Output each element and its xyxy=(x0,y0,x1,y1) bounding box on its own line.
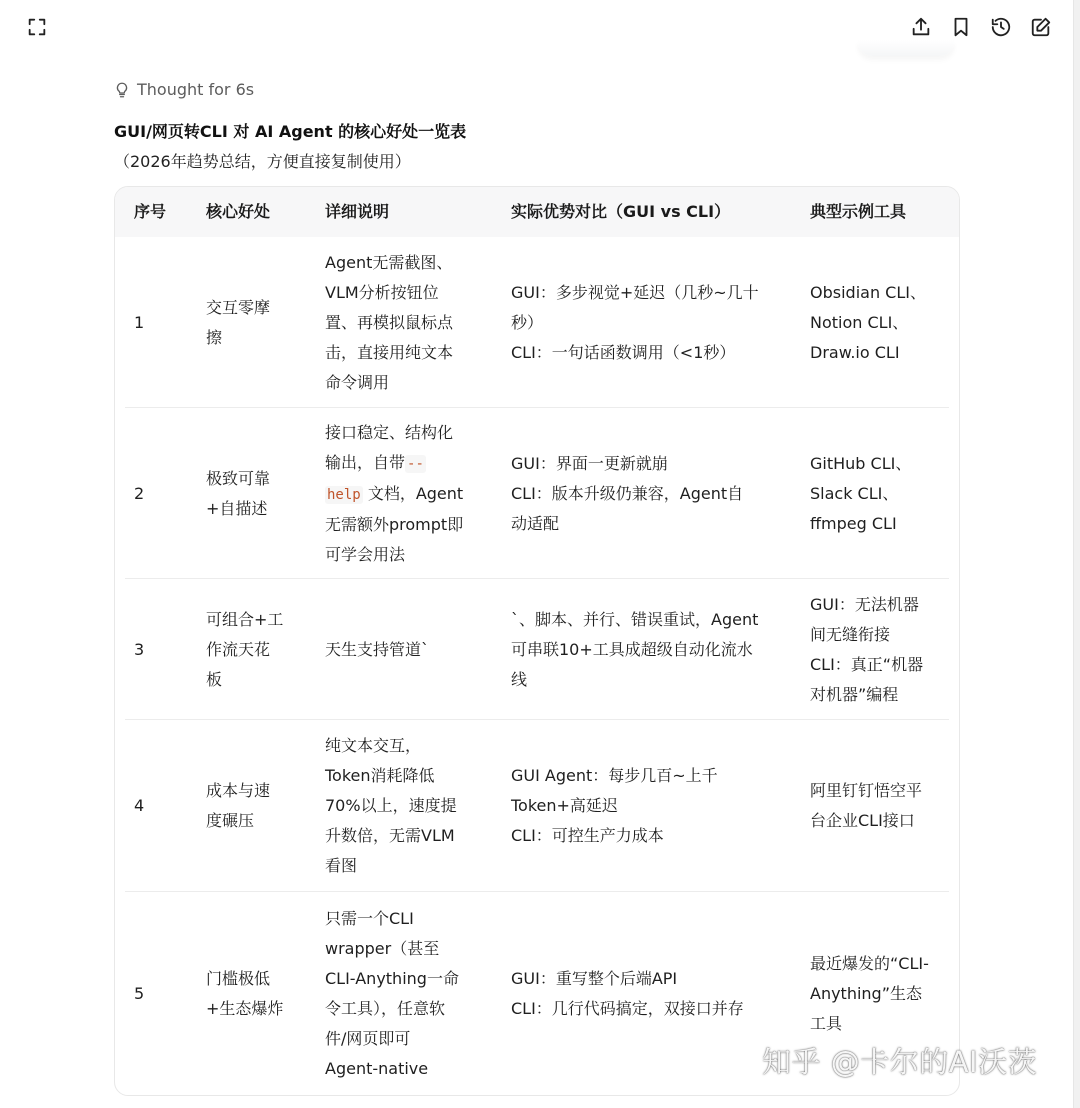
tools-cell: GitHub CLI、 Slack CLI、 ffmpeg CLI xyxy=(810,453,912,533)
response-heading: GUI/网页转CLI 对 AI Agent 的核心好处一览表 xyxy=(114,122,467,141)
table-row xyxy=(115,720,959,892)
row-number: 4 xyxy=(134,796,145,815)
tools-cell: 阿里钉钉悟空平 台企业CLI接口 xyxy=(810,781,923,830)
tools-cell: Obsidian CLI、 Notion CLI、 Draw.io CLI xyxy=(810,282,926,362)
top-toolbar xyxy=(908,12,1054,42)
watermark: 知乎 @卡尔的AI沃茨 xyxy=(762,1045,1038,1079)
bookmark-button[interactable] xyxy=(948,12,974,42)
table-row xyxy=(115,579,959,720)
lightbulb-icon xyxy=(113,81,131,99)
compare-cell: GUI：重写整个后端API CLI：几行代码搞定，双接口并存 xyxy=(511,968,744,1018)
detail-cell: 只需一个CLI wrapper（甚至 CLI-Anything一命 令工具），任意软 件/网页即可 Agent-native xyxy=(325,908,459,1078)
benefit-cell: 门槛极低 +生态爆炸 xyxy=(206,968,284,1018)
header-detail: 详细说明 xyxy=(325,202,390,221)
thought-toggle[interactable] xyxy=(113,80,254,99)
inline-code: -- xyxy=(407,455,424,472)
history-icon xyxy=(990,16,1012,38)
bookmark-icon xyxy=(950,16,972,38)
compare-cell: GUI：多步视觉+延迟（几秒~几十 秒） CLI：一句话函数调用（<1秒） xyxy=(511,282,759,362)
edit-icon xyxy=(1030,16,1052,38)
benefit-cell: 交互零摩 擦 xyxy=(206,297,271,347)
header-benefit: 核心好处 xyxy=(206,202,271,221)
table-header xyxy=(115,187,959,237)
row-number: 5 xyxy=(134,983,145,1003)
detail-cell: 接口稳定、结构化 输出，自带 -- help 文档，Agent 无需额外prompt即 可学会用法 xyxy=(325,422,464,564)
thought-label: Thought for 6s xyxy=(137,80,255,99)
benefit-cell: 极致可靠 +自描述 xyxy=(206,468,271,518)
row-number: 1 xyxy=(134,312,145,332)
tools-cell: GUI：无法机器 间无缝衔接 CLI：真正“机器 对机器”编程 xyxy=(810,594,924,704)
inline-code: help xyxy=(327,486,361,503)
header-num: 序号 xyxy=(134,202,167,221)
row-number: 3 xyxy=(134,639,145,659)
benefit-cell: 成本与速 度碾压 xyxy=(206,781,271,830)
share-icon xyxy=(910,16,932,38)
detail-cell: Agent无需截图、 VLM分析按钮位 置、再模拟鼠标点 击，直接用纯文本 命令调用 xyxy=(325,252,454,392)
detail-cell: 纯文本交互， Token消耗降低 70%以上，速度提 升数倍，无需VLM 看图 xyxy=(325,736,457,875)
compare-cell: GUI：界面一更新就崩 CLI：版本升级仍兼容，Agent自 动适配 xyxy=(511,453,744,533)
header-compare: 实际优势对比（GUI vs CLI） xyxy=(511,202,731,221)
share-button[interactable] xyxy=(908,12,934,42)
fullscreen-icon xyxy=(26,16,48,38)
row-number: 2 xyxy=(134,483,145,503)
toolbar-fade xyxy=(858,40,954,56)
benefit-cell: 可组合+工 作流天花 板 xyxy=(206,609,284,689)
table-row xyxy=(115,408,959,579)
edit-button[interactable] xyxy=(1028,12,1054,42)
scrollbar[interactable] xyxy=(1073,0,1080,1108)
fullscreen-button[interactable] xyxy=(24,14,50,40)
compare-cell: `、脚本、并行、错误重试，Agent 可串联10+工具成超级自动化流水 线 xyxy=(511,609,759,689)
detail-cell: 天生支持管道` xyxy=(325,639,430,659)
benefits-table xyxy=(114,186,960,1096)
compare-cell: GUI Agent：每步几百~上千 Token+高延迟 CLI：可控生产力成本 xyxy=(511,766,718,845)
table-row xyxy=(115,237,959,408)
header-tools: 典型示例工具 xyxy=(810,202,907,221)
tools-cell: 最近爆发的“CLI- Anything”生态 工具 xyxy=(810,953,929,1033)
response-subheading: （2026年趋势总结，方便直接复制使用） xyxy=(114,152,411,171)
history-button[interactable] xyxy=(988,12,1014,42)
